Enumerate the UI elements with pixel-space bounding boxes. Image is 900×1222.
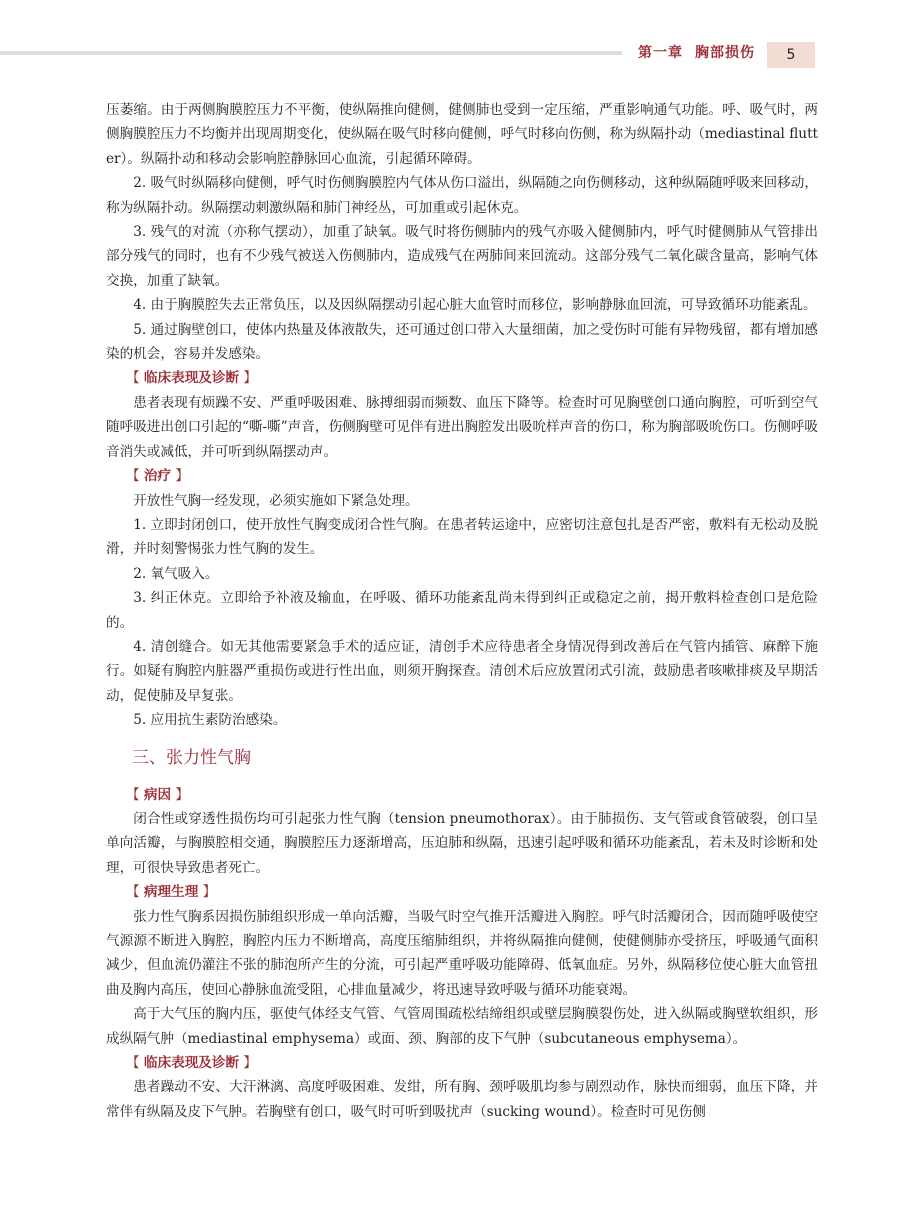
subsection-heading-label: 治疗	[143, 468, 172, 485]
chapter-title: 胸部损伤	[695, 45, 755, 61]
subsection-heading-label: 病因	[143, 786, 172, 803]
paragraph: 闭合性或穿透性损伤均可引起张力性气胸（tension pneumothorax）。由于肺损伤、支气管或食管破裂，创口呈单向活瓣，与胸膜腔相交通，胸膜腔压力逐渐增高，压迫肺和纵隔，迅速引起呼吸和循环功能紊乱，若未及时诊断和处理，可很快导致患者死亡。	[106, 810, 818, 876]
paragraph: 4. 清创缝合。如无其他需要紧急手术的适应证，清创手术应待患者全身情况得到改善后在气管内插管、麻醉下施行。如疑有胸腔内脏器严重损伤或进行性出血，则须开胸探查。清创术后应放置闭式引流，鼓励患者咳嗽排痰及早期活动，促使肺及早复张。	[106, 638, 818, 704]
paragraph: 患者躁动不安、大汗淋漓、高度呼吸困难、发绀，所有胸、颈呼吸肌均参与剧烈动作，脉快而细弱，血压下降，并常伴有纵隔及皮下气肿。若胸壁有创口，吸气时可听到吸扰声（sucking wound）。检查时可见伤侧	[106, 1079, 818, 1120]
body-text	[106, 98, 818, 1124]
header-rule	[0, 51, 622, 55]
subsection-heading-label: 病理生理	[143, 884, 199, 901]
subsection-heading: 【 病理生理 】	[126, 884, 217, 901]
subsection-heading-label: 临床表现及诊断	[143, 1055, 240, 1072]
page-header	[0, 40, 900, 70]
paragraph: 3. 残气的对流（亦称气摆动），加重了缺氧。吸气时将伤侧肺内的残气亦吸入健侧肺内，呼气时健侧肺从气管排出部分残气的同时，也有不少残气被送入伤侧肺内，造成残气在两肺间来回流动。这部分残气二氧化碳含量高，影响气体交换，加重了缺氧。	[106, 224, 818, 289]
section-heading: 三、张力性气胸	[132, 747, 251, 768]
paragraph: 4. 由于胸膜腔失去正常负压，以及因纵隔摆动引起心脏大血管时而移位，影响静脉血回流，可导致循环功能紊乱。	[133, 297, 817, 314]
chapter-number: 第一章	[638, 45, 683, 61]
subsection-heading: 【 病因 】	[126, 786, 190, 803]
paragraph: 2. 吸气时纵隔移向健侧，呼气时伤侧胸膜腔内气体从伤口溢出，纵隔随之向伤侧移动，这种纵隔随呼吸来回移动，称为纵隔扑动。纵隔摆动刺激纵隔和肺门神经丛，可加重或引起休克。	[106, 175, 818, 216]
subsection-heading: 【 临床表现及诊断 】	[126, 1055, 257, 1072]
paragraph: 1. 立即封闭创口，使开放性气胸变成闭合性气胸。在患者转运途中，应密切注意包扎是否严密，敷料有无松动及脱滑，并时刻警惕张力性气胸的发生。	[106, 516, 818, 558]
paragraph: 压萎缩。由于两侧胸膜腔压力不平衡，使纵隔推向健侧，健侧肺也受到一定压缩，严重影响通气功能。呼、吸气时，两侧胸膜腔压力不均衡并出现周期变化，使纵隔在吸气时移向健侧，呼气时移向伤侧，称为纵隔扑动（mediastinal flutter）。纵隔扑动和移动会影响腔静脉回心血流，引起循环障碍。	[106, 102, 818, 167]
paragraph: 5. 通过胸壁创口，使体内热量及体液散失，还可通过创口带入大量细菌，加之受伤时可能有异物残留，都有增加感染的机会，容易并发感染。	[106, 321, 818, 363]
paragraph: 高于大气压的胸内压，驱使气体经支气管、气管周围疏松结缔组织或壁层胸膜裂伤处，进入纵隔或胸壁软组织，形成纵隔气肿（mediastinal emphysema）或面、颈、胸部的皮下气肿（subcutaneous emphysema）。	[106, 1006, 818, 1047]
page-number: 5	[767, 42, 815, 68]
paragraph: 患者表现有烦躁不安、严重呼吸困难、脉搏细弱而频数、血压下降等。检查时可见胸壁创口通向胸腔，可听到空气随呼吸进出创口引起的“嘶-嘶”声音，伤侧胸壁可见伴有进出胸腔发出吸吮样声音的伤口，称为胸部吸吮伤口。伤侧呼吸音消失或减低，并可听到纵隔摆动声。	[106, 394, 818, 460]
subsection-heading-label: 临床表现及诊断	[143, 370, 240, 387]
paragraph: 2. 氧气吸入。	[133, 565, 219, 582]
paragraph: 开放性气胸一经发现，必须实施如下紧急处理。	[133, 492, 419, 509]
paragraph: 3. 纠正休克。立即给予补液及输血，在呼吸、循环功能紊乱尚未得到纠正或稳定之前，揭开敷料检查创口是危险的。	[106, 590, 818, 631]
paragraph: 张力性气胸系因损伤肺组织形成一单向活瓣，当吸气时空气推开活瓣进入胸腔。呼气时活瓣闭合，因而随呼吸使空气源源不断进入胸腔，胸腔内压力不断增高，高度压缩肺组织，并将纵隔推向健侧，使健侧肺亦受挤压，呼吸通气面积减少，但血流仍灌注不张的肺泡所产生的分流，可引起严重呼吸功能障碍、低氧血症。另外，纵隔移位使心脏大血管扭曲及胸内高压，使回心静脉血流受阻，心排血量减少，将迅速导致呼吸与循环功能衰竭。	[106, 908, 818, 998]
subsection-heading: 【 治疗 】	[126, 468, 190, 485]
subsection-heading: 【 临床表现及诊断 】	[126, 370, 257, 387]
running-head	[638, 42, 755, 62]
paragraph: 5. 应用抗生素防治感染。	[133, 712, 287, 729]
